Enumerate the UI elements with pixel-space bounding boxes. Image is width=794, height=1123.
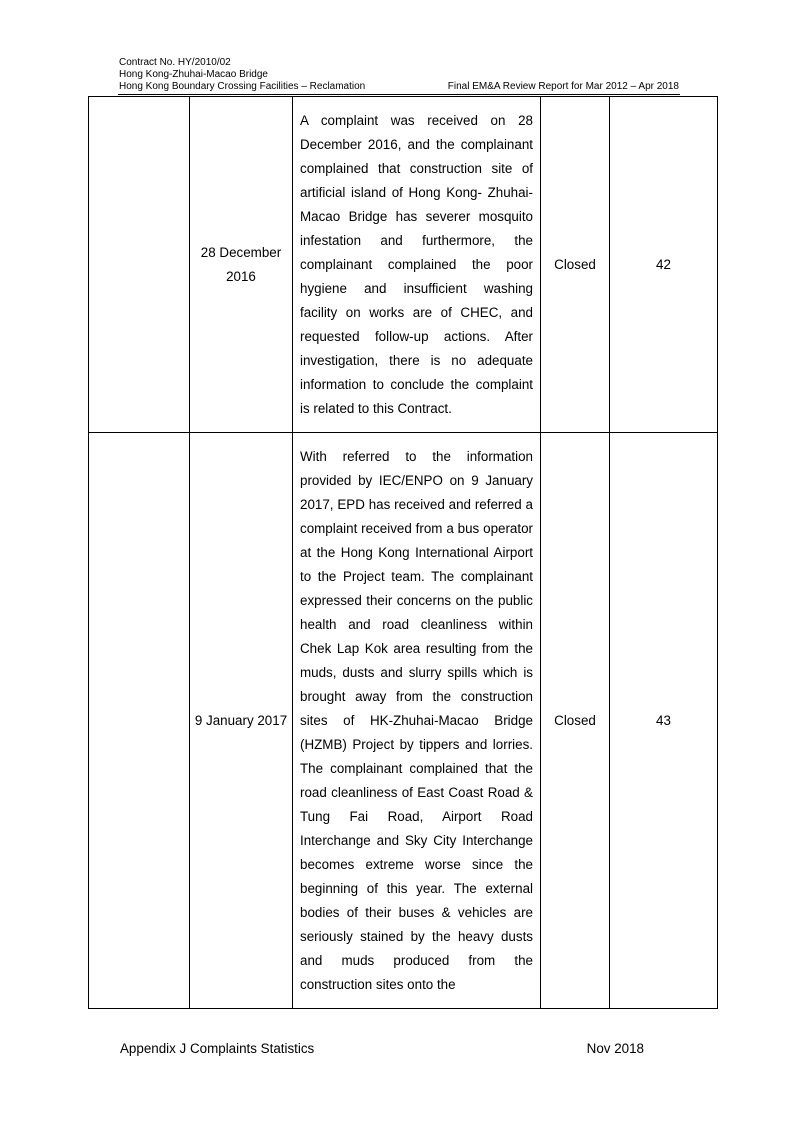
footer-appendix-title: Appendix J Complaints Statistics xyxy=(120,1041,315,1056)
complaint-number-cell: 43 xyxy=(610,433,718,1009)
facilities-name: Hong Kong Boundary Crossing Facilities – Reclamation xyxy=(119,81,366,92)
complaint-number-cell: 42 xyxy=(610,97,718,433)
project-name: Hong Kong-Zhuhai-Macao Bridge xyxy=(119,69,268,80)
report-title: Final EM&A Review Report for Mar 2012 – Apr 2018 xyxy=(447,81,679,92)
header-line-3 xyxy=(119,81,679,93)
complaint-status-cell: Closed xyxy=(541,433,610,1009)
page-footer xyxy=(120,1041,644,1056)
page-header xyxy=(119,57,679,93)
table-row xyxy=(89,97,718,433)
complaints-table xyxy=(88,96,718,1009)
table-row xyxy=(89,433,718,1009)
complaint-description-cell: With referred to the information provided by IEC/ENPO on 9 January 2017, EPD has received and referred a complaint received from a bus operator at the Hong Kong International Airport to the Project team. The complainant expressed their concerns on the public health and road cleanliness within Chek Lap Kok area resulting from the muds, dusts and slurry spills which is brought away from the construction sites of HK-Zhuhai-Macao Bridge (HZMB) Project by tippers and lorries. The complainant complained that the road cleanliness of East Coast Road & Tung Fai Road, Airport Road Interchange and Sky City Interchange becomes extreme worse since the beginning of this year. The external bodies of their buses & vehicles are seriously stained by the heavy dusts and muds produced from the construction sites onto the xyxy=(293,433,541,1009)
footer-date: Nov 2018 xyxy=(586,1041,644,1056)
header-rule xyxy=(118,94,680,95)
row-index-cell xyxy=(89,97,190,433)
complaint-description-cell: A complaint was received on 28 December 2016, and the complainant complained that construction site of artificial island of Hong Kong- Zhuhai-Macao Bridge has severer mosquito infestation and furthermore, the complainant complained the poor hygiene and insufficient washing facility on works are of CHEC, and requested follow-up actions. After investigation, there is no adequate information to conclude the complaint is related to this Contract. xyxy=(293,97,541,433)
complaint-date-cell: 28 December 2016 xyxy=(190,97,293,433)
complaint-date-cell: 9 January 2017 xyxy=(190,433,293,1009)
row-index-cell xyxy=(89,433,190,1009)
contract-number: Contract No. HY/2010/02 xyxy=(119,57,231,68)
complaint-status-cell: Closed xyxy=(541,97,610,433)
